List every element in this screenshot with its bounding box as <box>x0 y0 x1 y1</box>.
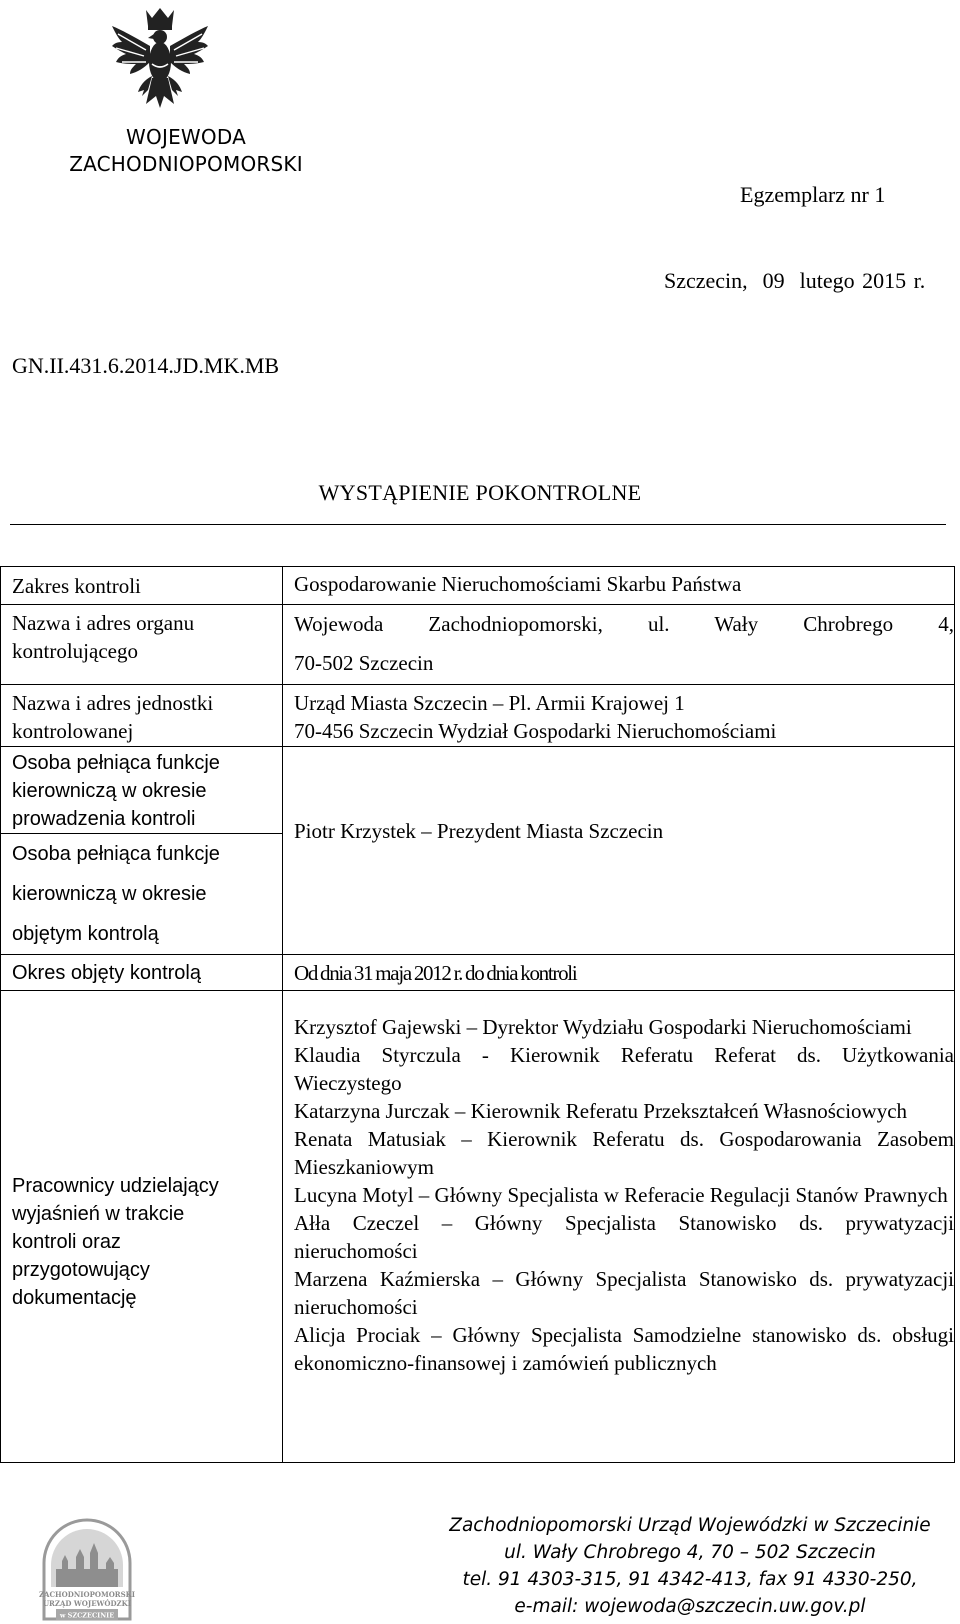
controlled-unit-label-line-1: Nazwa i adres jednostki <box>12 691 214 715</box>
head-covered-period-label-line-3: objętym kontrolą <box>12 923 159 945</box>
staff-member: Krzysztof Gajewski – Dyrektor Wydziału Gospodarki Nieruchomościami <box>294 1015 912 1039</box>
head-value: Piotr Krzystek – Prezydent Miasta Szczecin <box>294 818 664 843</box>
head-covered-period-label-line-1: Osoba pełniąca funkcje <box>12 843 220 865</box>
staff-member: Alicja Prociak – Główny Specjalista Samodzielne stanowisko ds. obsługi ekonomiczno-finansowej i zamówień publicznych <box>294 1323 954 1375</box>
organization-name-line-1: WOJEWODA <box>126 125 246 149</box>
footer-address: ul. Wały Chrobrego 4, 70 – 502 Szczecin <box>504 1542 876 1563</box>
head-during-control-row <box>1 747 955 834</box>
footer-contact <box>420 1512 960 1620</box>
document-title: WYSTĄPIENIE POKONTROLNE <box>318 480 642 505</box>
seal-text-line-2: URZĄD WOJEWÓDZKI <box>42 1599 132 1608</box>
controlling-body-label-line-1: Nazwa i adres organu <box>12 611 195 635</box>
copy-number: Egzemplarz nr 1 <box>740 182 886 207</box>
staff-member: Klaudia Styrczula - Kierownik Referatu Referat ds. Użytkowania Wieczystego <box>294 1043 954 1095</box>
inspection-info-table <box>0 566 955 1463</box>
staff-member: Katarzyna Jurczak – Kierownik Referatu Przekształceń Własnościowych <box>294 1099 908 1123</box>
staff-list <box>283 991 955 1463</box>
reference-number: GN.II.431.6.2014.JD.MK.MB <box>12 353 280 378</box>
head-during-control-label-line-2: kierowniczą w okresie <box>12 780 207 802</box>
controlling-body-label-line-2: kontrolującego <box>12 639 138 663</box>
seal-text-line-3: w SZCZECINIE <box>59 1611 115 1620</box>
staff-label-line-4: przygotowujący <box>12 1258 150 1281</box>
footer-email: e-mail: wojewoda@szczecin.uw.gov.pl <box>514 1596 866 1617</box>
scope-value: Gospodarowanie Nieruchomościami Skarbu Państwa <box>283 567 955 605</box>
staff-label-line-2: wyjaśnień w trakcie <box>12 1202 185 1225</box>
scope-label: Zakres kontroli <box>1 567 283 605</box>
title-underline <box>10 524 946 525</box>
period-label: Okres objęty kontrolą <box>1 955 283 991</box>
controlling-body-address-line-1: Wojewoda Zachodniopomorski, ul. Wały Chrobrego 4, <box>294 612 954 636</box>
staff-label-line-5: dokumentację <box>12 1286 137 1309</box>
footer-office-name: Zachodniopomorski Urząd Wojewódzki w Szczecinie <box>449 1515 931 1536</box>
organization-name-line-2: ZACHODNIOPOMORSKI <box>69 152 303 176</box>
controlled-unit-address-line-1: Urząd Miasta Szczecin – Pl. Armii Krajowej 1 <box>294 691 685 715</box>
controlling-body-label <box>1 605 283 685</box>
controlling-body-value <box>283 605 955 685</box>
period-value: Od dnia 31 maja 2012 r. do dnia kontroli <box>283 955 955 991</box>
controlled-unit-address-line-2: 70-456 Szczecin Wydział Gospodarki Nieruchomościami <box>294 719 777 743</box>
staff-label <box>1 991 283 1463</box>
staff-label-line-1: Pracownicy udzielający <box>12 1174 219 1197</box>
staff-member: Marzena Kaźmierska – Główny Specjalista Stanowisko ds. prywatyzacji nieruchomości <box>294 1267 954 1319</box>
controlling-body-row <box>1 605 955 685</box>
head-covered-period-label <box>1 834 283 955</box>
staff-row <box>1 991 955 1463</box>
scope-row <box>1 567 955 605</box>
head-during-control-label-line-3: prowadzenia kontroli <box>12 808 196 830</box>
period-row <box>1 955 955 991</box>
staff-label-line-3: kontroli oraz <box>12 1230 121 1253</box>
footer-phones: tel. 91 4303-315, 91 4342-413, fax 91 4330-250, <box>462 1569 918 1590</box>
seal-text-line-1: ZACHODNIOPOMORSKI <box>38 1590 136 1599</box>
controlled-unit-value <box>283 685 955 747</box>
head-value-cell <box>283 747 955 955</box>
staff-member: Renata Matusiak – Kierownik Referatu ds. Gospodarowania Zasobem Mieszkaniowym <box>294 1127 954 1179</box>
urzad-wojewodzki-seal-icon <box>34 1517 140 1621</box>
head-during-control-label <box>1 747 283 834</box>
controlled-unit-row <box>1 685 955 747</box>
head-covered-period-label-line-2: kierowniczą w okresie <box>12 883 207 905</box>
place-and-date: Szczecin, 09 lutego 2015 r. <box>664 268 926 293</box>
organization-name <box>46 124 326 178</box>
controlled-unit-label-line-2: kontrolowanej <box>12 719 134 743</box>
head-during-control-label-line-1: Osoba pełniąca funkcje <box>12 752 220 774</box>
controlled-unit-label <box>1 685 283 747</box>
staff-member: Lucyna Motyl – Główny Specjalista w Referacie Regulacji Stanów Prawnych <box>294 1183 948 1207</box>
staff-member: Ałła Czeczel – Główny Specjalista Stanowisko ds. prywatyzacji nieruchomości <box>294 1211 954 1263</box>
controlling-body-address-line-2: 70-502 Szczecin <box>294 651 434 675</box>
polish-eagle-emblem-icon <box>108 4 212 120</box>
